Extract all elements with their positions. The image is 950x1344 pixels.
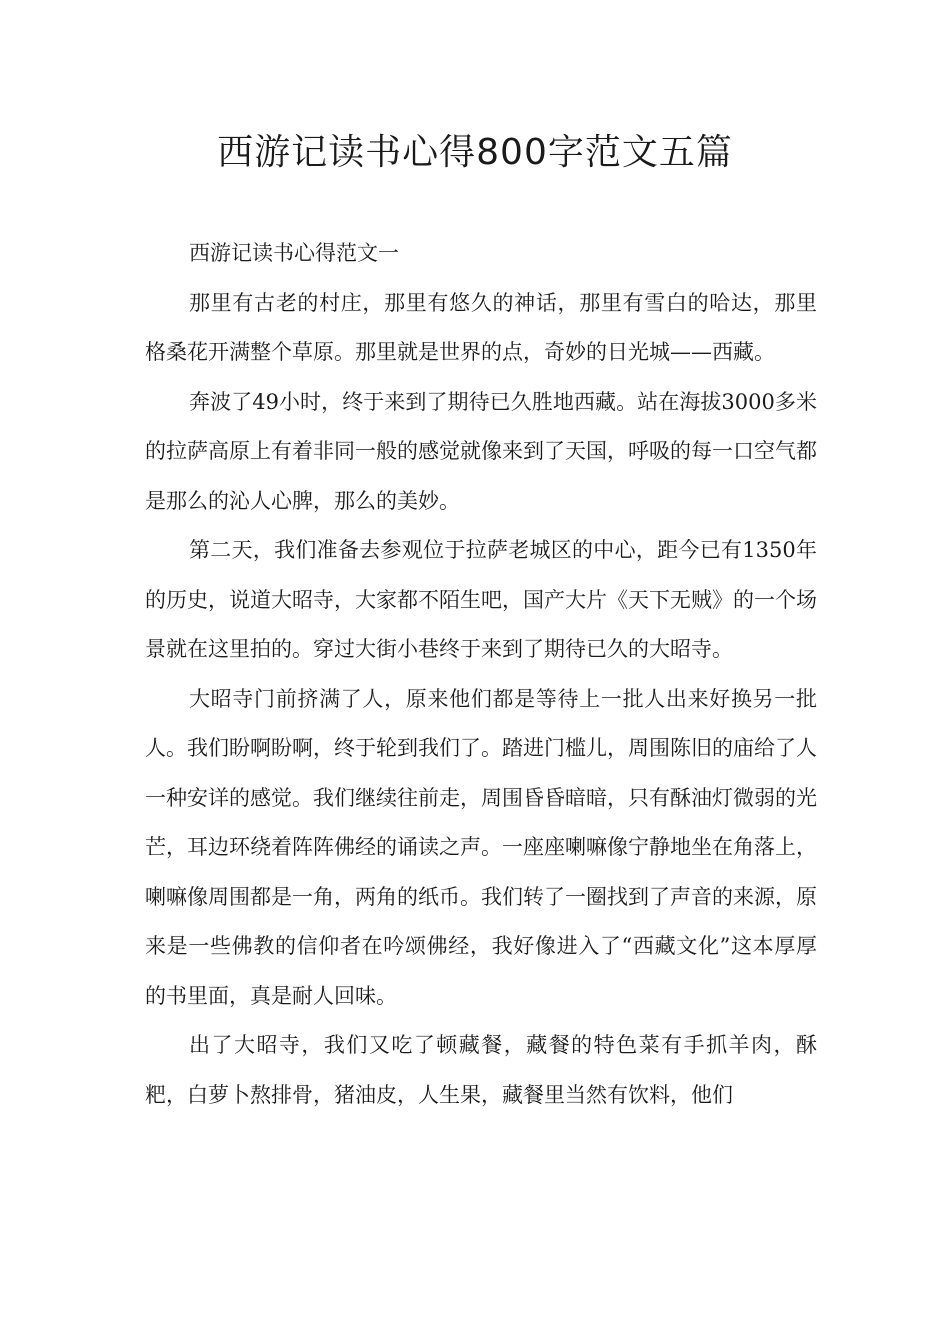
paragraph: 大昭寺门前挤满了人，原来他们都是等待上一批人出来好换另一批人。我们盼啊盼啊，终于轮到我们了。踏进门槛儿，周围陈旧的庙给了人一种安详的感觉。我们继续往前走，周围昏昏暗暗，只有酥油灯微弱的光芒，耳边环绕着阵阵佛经的诵读之声。一座座喇嘛像宁静地坐在角落上，喇嘛像周围都是一角，两角的纸币。我们转了一圈找到了声音的来源，原来是一些佛教的信仰者在吟颂佛经，我好像进入了“西藏文化”这本厚厚的书里面，真是耐人回味。 <box>145 686 817 1008</box>
paragraph: 那里有古老的村庄，那里有悠久的神话，那里有雪白的哈达，那里格桑花开满整个草原。那里就是世界的点，奇妙的日光城——西藏。 <box>145 290 817 364</box>
paragraph: 第二天，我们准备去参观位于拉萨老城区的中心，距今已有1350年的历史，说道大昭寺，大家都不陌生吧，国产大片《天下无贼》的一个场景就在这里拍的。穿过大街小巷终于来到了期待已久的大昭寺。 <box>145 538 817 661</box>
paragraph: 奔波了49小时，终于来到了期待已久胜地西藏。站在海拔3000多米的拉萨高原上有着非同一般的感觉就像来到了天国，呼吸的每一口空气都是那么的沁人心脾，那么的美妙。 <box>145 389 817 513</box>
section-heading: 西游记读书心得范文一 <box>189 241 399 265</box>
document-body <box>145 229 817 1120</box>
paragraph: 出了大昭寺，我们又吃了顿藏餐，藏餐的特色菜有手抓羊肉，酥粑，白萝卜熬排骨，猪油皮，人生果，藏餐里当然有饮料，他们 <box>145 1033 817 1107</box>
document-title: 西游记读书心得800字范文五篇 <box>217 132 733 173</box>
